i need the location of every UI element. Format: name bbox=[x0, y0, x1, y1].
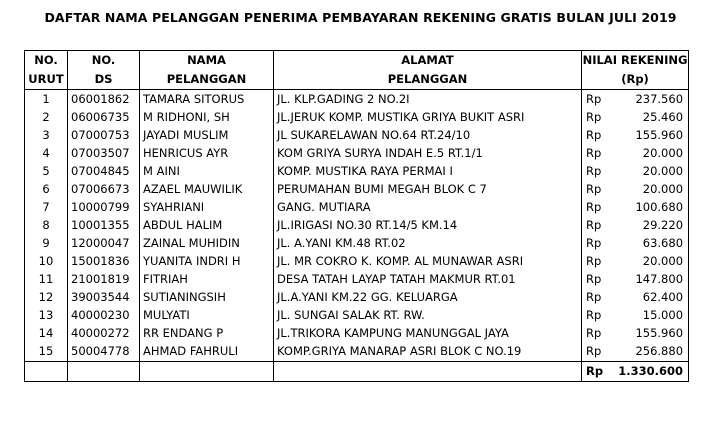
row-address: JL.JERUK KOMP. MUSTIKA GRIYA BUKIT ASRI bbox=[274, 108, 582, 126]
customer-table bbox=[24, 50, 689, 382]
header-nama: NAMA bbox=[140, 51, 274, 71]
row-amount: 155.960 bbox=[618, 324, 689, 342]
table-row bbox=[25, 252, 689, 270]
row-ds-number: 15001836 bbox=[68, 252, 140, 270]
row-currency: Rp bbox=[582, 270, 618, 288]
row-customer-name: RR ENDANG P bbox=[140, 324, 274, 342]
row-customer-name: ABDUL HALIM bbox=[140, 216, 274, 234]
row-address: JL.TRIKORA KAMPUNG MANUNGGAL JAYA bbox=[274, 324, 582, 342]
table-row bbox=[25, 342, 689, 362]
total-empty-cell bbox=[68, 362, 140, 382]
row-number: 5 bbox=[25, 162, 68, 180]
row-ds-number: 21001819 bbox=[68, 270, 140, 288]
header-nilai-unit: (Rp) bbox=[582, 70, 689, 90]
total-value: 1.330.600 bbox=[618, 362, 689, 382]
row-ds-number: 50004778 bbox=[68, 342, 140, 362]
row-currency: Rp bbox=[582, 252, 618, 270]
table-row bbox=[25, 324, 689, 342]
row-amount: 100.680 bbox=[618, 198, 689, 216]
row-amount: 63.680 bbox=[618, 234, 689, 252]
row-address: JL. SUNGAI SALAK RT. RW. bbox=[274, 306, 582, 324]
row-number: 4 bbox=[25, 144, 68, 162]
row-customer-name: SYAHRIANI bbox=[140, 198, 274, 216]
row-currency: Rp bbox=[582, 198, 618, 216]
row-ds-number: 07006673 bbox=[68, 180, 140, 198]
table-row bbox=[25, 126, 689, 144]
row-ds-number: 07003507 bbox=[68, 144, 140, 162]
header-no-urut: NO. bbox=[25, 51, 68, 71]
table-header bbox=[25, 51, 689, 90]
row-address: JL.IRIGASI NO.30 RT.14/5 KM.14 bbox=[274, 216, 582, 234]
total-empty-cell bbox=[140, 362, 274, 382]
row-currency: Rp bbox=[582, 288, 618, 306]
row-address: KOMP.GRIYA MANARAP ASRI BLOK C NO.19 bbox=[274, 342, 582, 362]
row-currency: Rp bbox=[582, 90, 618, 109]
row-currency: Rp bbox=[582, 144, 618, 162]
header-no-ds: NO. bbox=[68, 51, 140, 71]
row-ds-number: 06006735 bbox=[68, 108, 140, 126]
table-row bbox=[25, 288, 689, 306]
table-row bbox=[25, 198, 689, 216]
total-empty-cell bbox=[274, 362, 582, 382]
row-address: KOM GRIYA SURYA INDAH E.5 RT.1/1 bbox=[274, 144, 582, 162]
row-customer-name: MULYATI bbox=[140, 306, 274, 324]
row-amount: 25.460 bbox=[618, 108, 689, 126]
header-alamat-line2: PELANGGAN bbox=[274, 70, 582, 90]
table-row bbox=[25, 108, 689, 126]
table-row bbox=[25, 144, 689, 162]
row-amount: 29.220 bbox=[618, 216, 689, 234]
total-currency: Rp bbox=[582, 362, 618, 382]
row-currency: Rp bbox=[582, 126, 618, 144]
table-row bbox=[25, 162, 689, 180]
row-number: 15 bbox=[25, 342, 68, 362]
row-currency: Rp bbox=[582, 234, 618, 252]
row-currency: Rp bbox=[582, 216, 618, 234]
row-amount: 155.960 bbox=[618, 126, 689, 144]
row-amount: 237.560 bbox=[618, 90, 689, 109]
row-number: 2 bbox=[25, 108, 68, 126]
row-ds-number: 10000799 bbox=[68, 198, 140, 216]
row-customer-name: FITRIAH bbox=[140, 270, 274, 288]
row-amount: 20.000 bbox=[618, 180, 689, 198]
table-body bbox=[25, 90, 689, 362]
row-ds-number: 07000753 bbox=[68, 126, 140, 144]
row-customer-name: JAYADI MUSLIM bbox=[140, 126, 274, 144]
row-amount: 147.800 bbox=[618, 270, 689, 288]
table-row bbox=[25, 234, 689, 252]
row-amount: 20.000 bbox=[618, 144, 689, 162]
row-address: JL. A.YANI KM.48 RT.02 bbox=[274, 234, 582, 252]
row-address: JL. KLP.GADING 2 NO.2I bbox=[274, 90, 582, 109]
row-address: JL.A.YANI KM.22 GG. KELUARGA bbox=[274, 288, 582, 306]
row-ds-number: 07004845 bbox=[68, 162, 140, 180]
row-customer-name: AZAEL MAUWILIK bbox=[140, 180, 274, 198]
row-address: GANG. MUTIARA bbox=[274, 198, 582, 216]
row-amount: 256.880 bbox=[618, 342, 689, 362]
header-nama-line2: PELANGGAN bbox=[140, 70, 274, 90]
table-row bbox=[25, 306, 689, 324]
row-number: 9 bbox=[25, 234, 68, 252]
row-number: 3 bbox=[25, 126, 68, 144]
row-number: 1 bbox=[25, 90, 68, 109]
page-title: DAFTAR NAMA PELANGGAN PENERIMA PEMBAYARAN REKENING GRATIS BULAN JULI 2019 bbox=[44, 10, 677, 25]
row-number: 12 bbox=[25, 288, 68, 306]
row-customer-name: HENRICUS AYR bbox=[140, 144, 274, 162]
row-number: 11 bbox=[25, 270, 68, 288]
row-ds-number: 06001862 bbox=[68, 90, 140, 109]
header-no-urut-line2: URUT bbox=[25, 70, 68, 90]
total-empty-cell bbox=[25, 362, 68, 382]
row-customer-name: TAMARA SITORUS bbox=[140, 90, 274, 109]
table-row bbox=[25, 216, 689, 234]
row-customer-name: AHMAD FAHRULI bbox=[140, 342, 274, 362]
header-nilai-rekening: NILAI REKENING bbox=[582, 51, 689, 71]
header-alamat: ALAMAT bbox=[274, 51, 582, 71]
row-address: JL. MR COKRO K. KOMP. AL MUNAWAR ASRI bbox=[274, 252, 582, 270]
row-currency: Rp bbox=[582, 108, 618, 126]
row-customer-name: SUTIANINGSIH bbox=[140, 288, 274, 306]
row-address: PERUMAHAN BUMI MEGAH BLOK C 7 bbox=[274, 180, 582, 198]
row-currency: Rp bbox=[582, 324, 618, 342]
row-customer-name: M RIDHONI, SH bbox=[140, 108, 274, 126]
row-address: JL SUKARELAWAN NO.64 RT.24/10 bbox=[274, 126, 582, 144]
header-no-ds-line2: DS bbox=[68, 70, 140, 90]
row-amount: 62.400 bbox=[618, 288, 689, 306]
row-ds-number: 10001355 bbox=[68, 216, 140, 234]
row-currency: Rp bbox=[582, 180, 618, 198]
row-amount: 20.000 bbox=[618, 252, 689, 270]
row-customer-name: YUANITA INDRI H bbox=[140, 252, 274, 270]
row-amount: 15.000 bbox=[618, 306, 689, 324]
row-customer-name: M AINI bbox=[140, 162, 274, 180]
row-currency: Rp bbox=[582, 306, 618, 324]
row-address: KOMP. MUSTIKA RAYA PERMAI I bbox=[274, 162, 582, 180]
row-currency: Rp bbox=[582, 162, 618, 180]
table-row bbox=[25, 90, 689, 109]
row-number: 6 bbox=[25, 180, 68, 198]
row-ds-number: 12000047 bbox=[68, 234, 140, 252]
row-number: 10 bbox=[25, 252, 68, 270]
row-number: 8 bbox=[25, 216, 68, 234]
row-address: DESA TATAH LAYAP TATAH MAKMUR RT.01 bbox=[274, 270, 582, 288]
row-number: 14 bbox=[25, 324, 68, 342]
row-amount: 20.000 bbox=[618, 162, 689, 180]
row-number: 13 bbox=[25, 306, 68, 324]
row-customer-name: ZAINAL MUHIDIN bbox=[140, 234, 274, 252]
total-row bbox=[25, 362, 689, 382]
row-number: 7 bbox=[25, 198, 68, 216]
table-row bbox=[25, 180, 689, 198]
row-ds-number: 39003544 bbox=[68, 288, 140, 306]
row-ds-number: 40000230 bbox=[68, 306, 140, 324]
row-ds-number: 40000272 bbox=[68, 324, 140, 342]
row-currency: Rp bbox=[582, 342, 618, 362]
table-row bbox=[25, 270, 689, 288]
